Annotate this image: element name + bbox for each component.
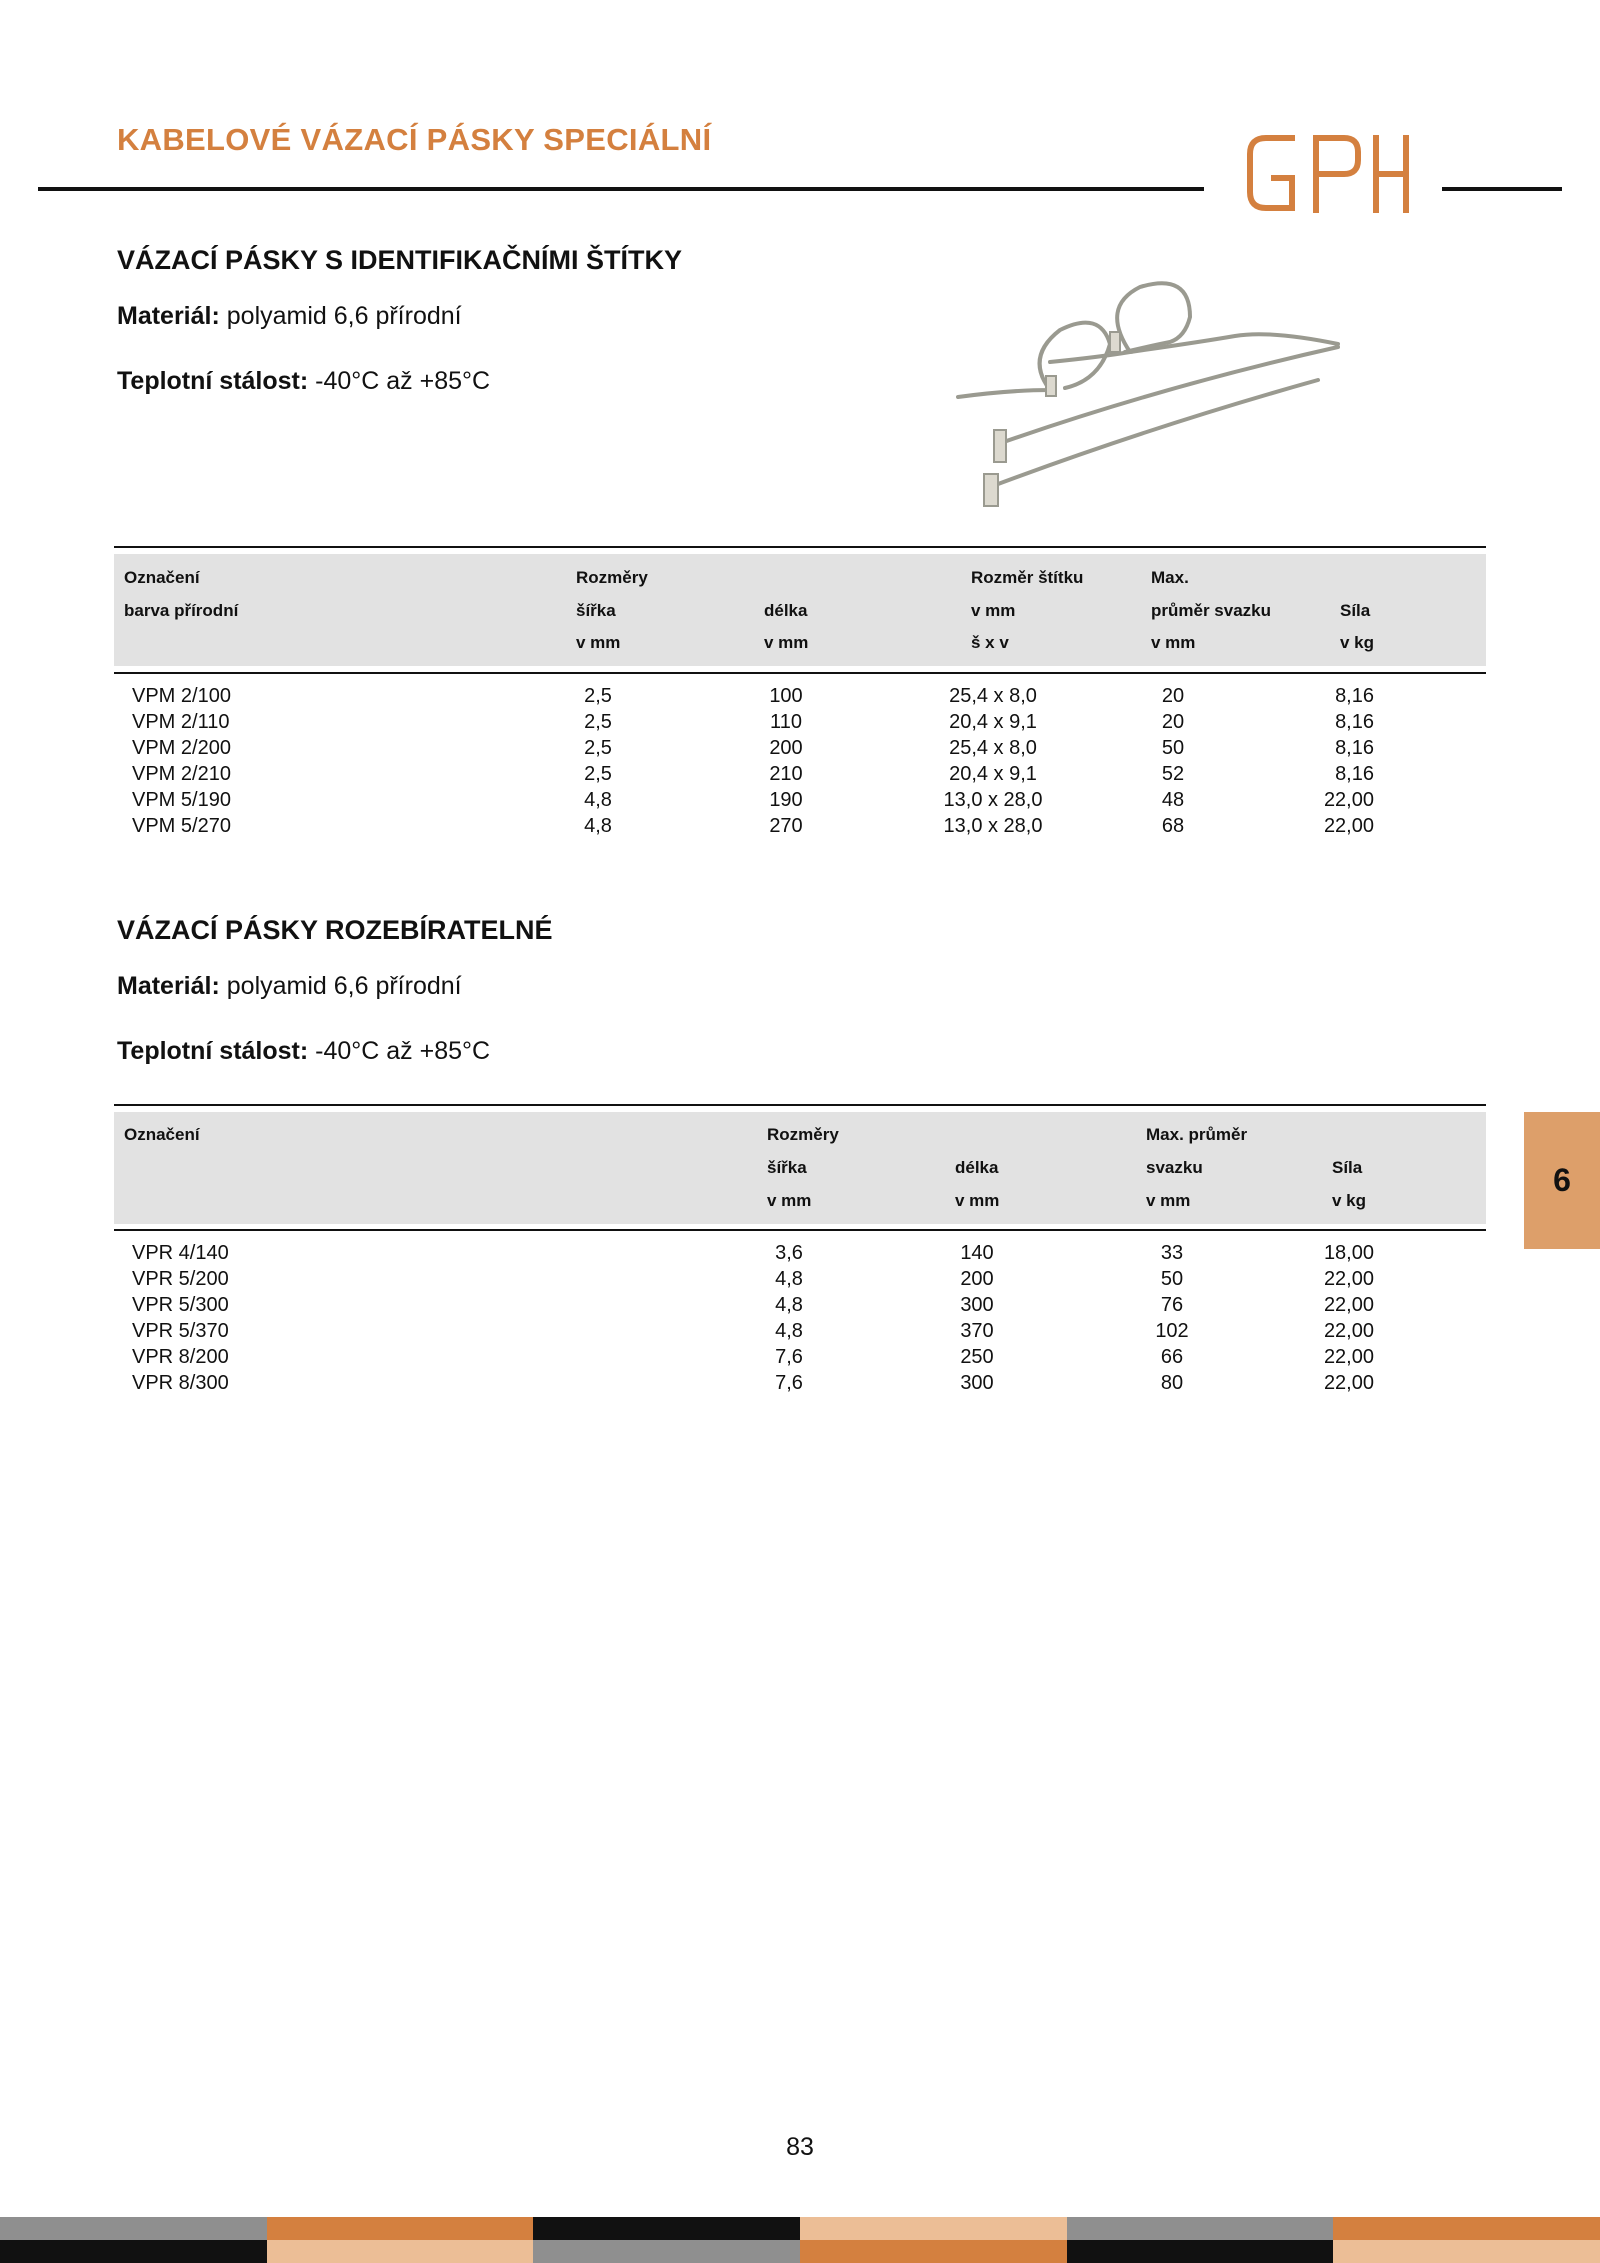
table1-col-max: Max. — [1151, 568, 1189, 587]
cell-oznaceni: VPR 5/200 — [132, 1268, 229, 1290]
cell-sila: 22,00 — [1323, 1268, 1374, 1290]
gph-logo — [1244, 130, 1414, 216]
cell-stitek: 20,4 x 9,1 — [949, 763, 1037, 785]
cell-oznaceni: VPM 5/190 — [132, 789, 231, 811]
cell-prumer: 20 — [1161, 685, 1185, 707]
footer-band-bottom — [0, 2240, 267, 2263]
footer-band-top — [1333, 2217, 1600, 2240]
material-spec — [117, 302, 462, 331]
table2-top-rule — [114, 1104, 1486, 1106]
cell-sila: 8,16 — [1335, 685, 1374, 707]
footer-band-bottom — [1333, 2240, 1600, 2263]
cell-delka: 370 — [960, 1320, 994, 1342]
table2-col-rozmery: Rozměry — [767, 1125, 839, 1144]
table1-col-prumer: průměr svazku — [1151, 601, 1271, 620]
cell-prumer: 52 — [1161, 763, 1185, 785]
table1-col-barva: barva přírodní — [124, 601, 239, 620]
cell-prumer: 50 — [1160, 1268, 1184, 1290]
footer-band-bottom — [800, 2240, 1067, 2263]
material-label: Materiál: — [117, 302, 220, 330]
cell-stitek: 13,0 x 28,0 — [943, 789, 1043, 811]
cell-sirka: 2,5 — [584, 763, 612, 785]
cell-sila: 22,00 — [1323, 1346, 1374, 1368]
header-divider-left — [38, 187, 1204, 191]
cell-sila: 22,00 — [1323, 815, 1374, 837]
material-value: polyamid 6,6 přírodní — [219, 302, 462, 330]
cell-oznaceni: VPR 4/140 — [132, 1242, 229, 1264]
footer-band-top — [533, 2217, 800, 2240]
cell-delka: 200 — [960, 1268, 994, 1290]
footer-band-top — [0, 2217, 267, 2240]
cell-sila: 8,16 — [1335, 763, 1374, 785]
cell-prumer: 76 — [1160, 1294, 1184, 1316]
table1-header-rule — [114, 672, 1486, 674]
table1-col-stitek-dims: š x v — [971, 633, 1009, 652]
cell-sirka: 7,6 — [775, 1346, 803, 1368]
cell-sirka: 4,8 — [584, 815, 612, 837]
footer-band-bottom — [533, 2240, 800, 2263]
cell-sila: 8,16 — [1335, 737, 1374, 759]
cell-sila: 22,00 — [1323, 1372, 1374, 1394]
header-divider-right — [1442, 187, 1562, 191]
table2-col-oznaceni: Označení — [124, 1125, 200, 1144]
cell-oznaceni: VPR 8/300 — [132, 1372, 229, 1394]
table2-col-delka-unit: v mm — [955, 1191, 1000, 1210]
table2-col-prumer-unit: v mm — [1146, 1191, 1191, 1210]
cable-tie-product-image — [950, 272, 1350, 522]
page-title: KABELOVÉ VÁZACÍ PÁSKY SPECIÁLNÍ — [117, 122, 712, 157]
footer-band-bottom — [267, 2240, 534, 2263]
table1-col-sirka: šířka — [576, 601, 616, 620]
temperature-value: -40°C až +85°C — [308, 367, 491, 395]
cell-oznaceni: VPM 2/110 — [132, 711, 230, 733]
footer-band-top — [1067, 2217, 1334, 2240]
cell-delka: 300 — [960, 1294, 994, 1316]
cell-stitek: 25,4 x 8,0 — [949, 737, 1037, 759]
table2-col-sirka-unit: v mm — [767, 1191, 812, 1210]
material-label: Materiál: — [117, 972, 220, 1000]
table2-header-rule — [114, 1229, 1486, 1231]
table2-col-svazku: svazku — [1146, 1158, 1203, 1177]
footer-band-bottom — [1067, 2240, 1334, 2263]
footer-band-top — [267, 2217, 534, 2240]
temperature-spec — [117, 367, 490, 396]
table1-col-prumer-unit: v mm — [1151, 633, 1196, 652]
cell-prumer: 68 — [1161, 815, 1185, 837]
table2-col-sila: Síla — [1332, 1158, 1363, 1177]
table1-top-rule — [114, 546, 1486, 548]
cell-sila: 18,00 — [1323, 1242, 1374, 1264]
table1-col-delka: délka — [764, 601, 808, 620]
chapter-tab: 6 — [1524, 1112, 1600, 1249]
temperature-label: Teplotní stálost: — [117, 367, 309, 395]
cell-delka: 200 — [769, 737, 803, 759]
cell-prumer: 33 — [1160, 1242, 1184, 1264]
table1-col-delka-unit: v mm — [764, 633, 809, 652]
cell-oznaceni: VPM 5/270 — [132, 815, 231, 837]
table1-col-sirka-unit: v mm — [576, 633, 621, 652]
table1-col-rozmery: Rozměry — [576, 568, 648, 587]
cell-prumer: 50 — [1161, 737, 1185, 759]
cell-prumer: 80 — [1160, 1372, 1184, 1394]
cell-stitek: 13,0 x 28,0 — [943, 815, 1043, 837]
temperature-label: Teplotní stálost: — [117, 1037, 309, 1065]
cell-oznaceni: VPR 8/200 — [132, 1346, 229, 1368]
table1-col-oznaceni: Označení — [124, 568, 200, 587]
table1-col-stitek: Rozměr štítku — [971, 568, 1084, 587]
cell-sirka: 3,6 — [775, 1242, 803, 1264]
cell-sirka: 4,8 — [775, 1294, 803, 1316]
cell-sila: 22,00 — [1323, 1320, 1374, 1342]
temperature-spec — [117, 1037, 490, 1066]
cell-prumer: 102 — [1155, 1320, 1189, 1342]
cell-delka: 100 — [769, 685, 803, 707]
table2-col-sila-unit: v kg — [1332, 1191, 1367, 1210]
cell-stitek: 20,4 x 9,1 — [949, 711, 1037, 733]
table2-col-max-prumer: Max. průměr — [1146, 1125, 1248, 1144]
cell-sirka: 4,8 — [775, 1320, 803, 1342]
cell-prumer: 20 — [1161, 711, 1185, 733]
cell-sirka: 7,6 — [775, 1372, 803, 1394]
cell-sirka: 4,8 — [584, 789, 612, 811]
cell-sirka: 2,5 — [584, 685, 612, 707]
section-title-releasable-ties: VÁZACÍ PÁSKY ROZEBÍRATELNÉ — [117, 915, 553, 945]
table1-col-stitek-unit: v mm — [971, 601, 1016, 620]
table1-col-sila: Síla — [1340, 601, 1371, 620]
cell-delka: 300 — [960, 1372, 994, 1394]
cell-sirka: 4,8 — [775, 1268, 803, 1290]
table2-col-sirka: šířka — [767, 1158, 807, 1177]
cell-oznaceni: VPM 2/100 — [132, 685, 231, 707]
cell-sila: 8,16 — [1335, 711, 1374, 733]
cell-delka: 190 — [769, 789, 803, 811]
cell-sila: 22,00 — [1323, 1294, 1374, 1316]
cell-delka: 250 — [960, 1346, 994, 1368]
cell-prumer: 48 — [1161, 789, 1185, 811]
page-number: 83 — [786, 2133, 814, 2161]
cell-delka: 210 — [769, 763, 803, 785]
cell-delka: 140 — [960, 1242, 994, 1264]
cell-sirka: 2,5 — [584, 737, 612, 759]
table1-col-sila-unit: v kg — [1340, 633, 1375, 652]
material-value: polyamid 6,6 přírodní — [219, 972, 462, 1000]
cell-delka: 110 — [770, 711, 802, 733]
table2-col-delka: délka — [955, 1158, 999, 1177]
cell-sirka: 2,5 — [584, 711, 612, 733]
cell-oznaceni: VPM 2/200 — [132, 737, 231, 759]
cell-delka: 270 — [769, 815, 803, 837]
cell-oznaceni: VPR 5/300 — [132, 1294, 229, 1316]
material-spec — [117, 972, 462, 1001]
cell-stitek: 25,4 x 8,0 — [949, 685, 1037, 707]
section-title-identification-ties: VÁZACÍ PÁSKY S IDENTIFIKAČNÍMI ŠTÍTKY — [117, 245, 683, 275]
temperature-value: -40°C až +85°C — [308, 1037, 491, 1065]
footer-band-top — [800, 2217, 1067, 2240]
cell-prumer: 66 — [1160, 1346, 1184, 1368]
cell-oznaceni: VPR 5/370 — [132, 1320, 229, 1342]
cell-oznaceni: VPM 2/210 — [132, 763, 231, 785]
cell-sila: 22,00 — [1323, 789, 1374, 811]
